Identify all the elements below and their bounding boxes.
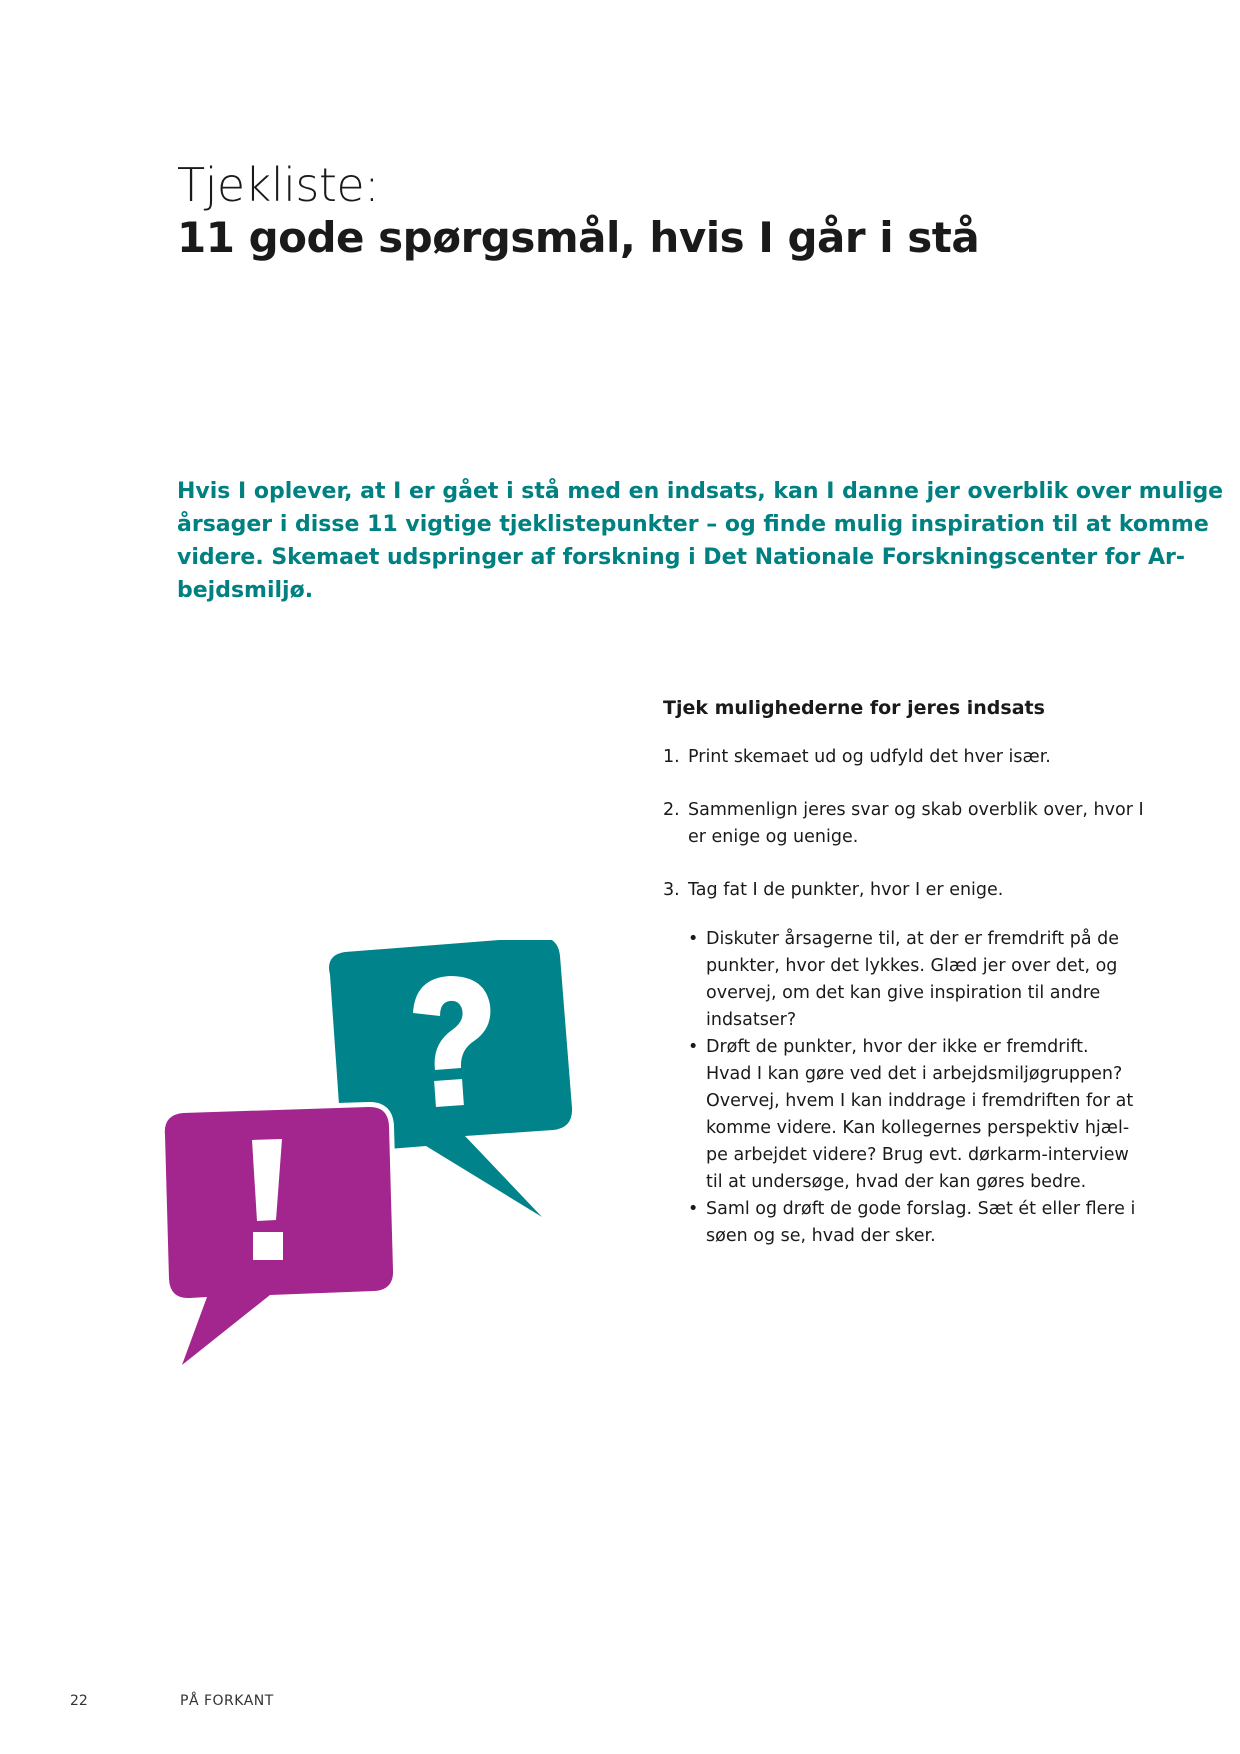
bullet-line: Drøft de punkter, hvor der ikke er fremdrift. [706,1037,1089,1057]
bullet-line: punkter, hvor det lykkes. Glæd jer over det, og [706,956,1118,976]
bullet-line: indsatser? [706,1010,797,1030]
step-number: 2. [663,800,680,820]
bullet-line: komme videre. Kan kollegernes perspektiv hjæl- [706,1118,1130,1138]
intro-line: videre. Skemaet udspringer af forskning i Det Nationale Forskningscenter for Ar- [177,545,1186,570]
checklist-section [663,695,1144,1250]
step-text [688,877,1003,904]
step-text [688,744,1051,771]
intro-paragraph [177,475,1224,607]
step-text [688,797,1144,851]
bullet-line: Saml og drøft de gode forslag. Sæt ét eller flere i [706,1199,1136,1219]
bullet-line: Overvej, hvem I kan inddrage i fremdriften for at [706,1091,1134,1111]
speech-bubbles-illustration [160,940,580,1400]
step-number: 3. [663,880,680,900]
publication-title: PÅ FORKANT [180,1693,274,1709]
bullet-item [688,1034,1133,1196]
bullet-item [688,1196,1136,1250]
bullet-line: Hvad I kan gøre ved det i arbejdsmiljøgruppen? [706,1064,1123,1084]
checklist-heading: Tjek mulighederne for jeres indsats [663,697,1045,719]
checklist-step [663,744,1133,771]
bullet-text [706,1196,1135,1250]
bullet-line: overvej, om det kan give inspiration til andre [706,983,1101,1003]
checklist-step [663,797,1144,851]
bullet-line: pe arbejdet videre? Brug evt. dørkarm-interview [706,1145,1129,1165]
bullet-symbol: • [688,1037,699,1057]
bullet-line: til at undersøge, hvad der kan gøres bedre. [706,1172,1087,1192]
bullet-line: søen og se, hvad der sker. [706,1226,936,1246]
step-line: Sammenlign jeres svar og skab overblik over, hvor I [688,800,1144,820]
bullet-symbol: • [688,929,699,949]
step-number: 1. [663,747,680,767]
page-number: 22 [70,1693,88,1709]
exclamation-bubble-icon [165,1107,393,1365]
title-prefix: Tjekliste: [177,158,380,212]
bullet-line: Diskuter årsagerne til, at der er fremdrift på de [706,929,1119,949]
checklist-step [663,877,1133,904]
step-line: er enige og uenige. [688,827,859,847]
intro-line: årsager i disse 11 vigtige tjeklistepunkter – og finde mulig inspiration til at komme [177,512,1209,537]
bullet-list [688,926,1136,1250]
bullet-symbol: • [688,1199,699,1219]
bullet-item [688,926,1133,1034]
bullet-text [706,1034,1133,1196]
page-title: 11 gode spørgsmål, hvis I går i stå [177,213,980,262]
intro-line: bejdsmiljø. [177,578,314,603]
bullet-text [706,926,1119,1034]
intro-line: Hvis I oplever, at I er gået i stå med en indsats, kan I danne jer overblik over mulige [177,479,1224,504]
step-line: Print skemaet ud og udfyld det hver især. [688,747,1051,767]
step-line: Tag fat I de punkter, hvor I er enige. [688,880,1004,900]
